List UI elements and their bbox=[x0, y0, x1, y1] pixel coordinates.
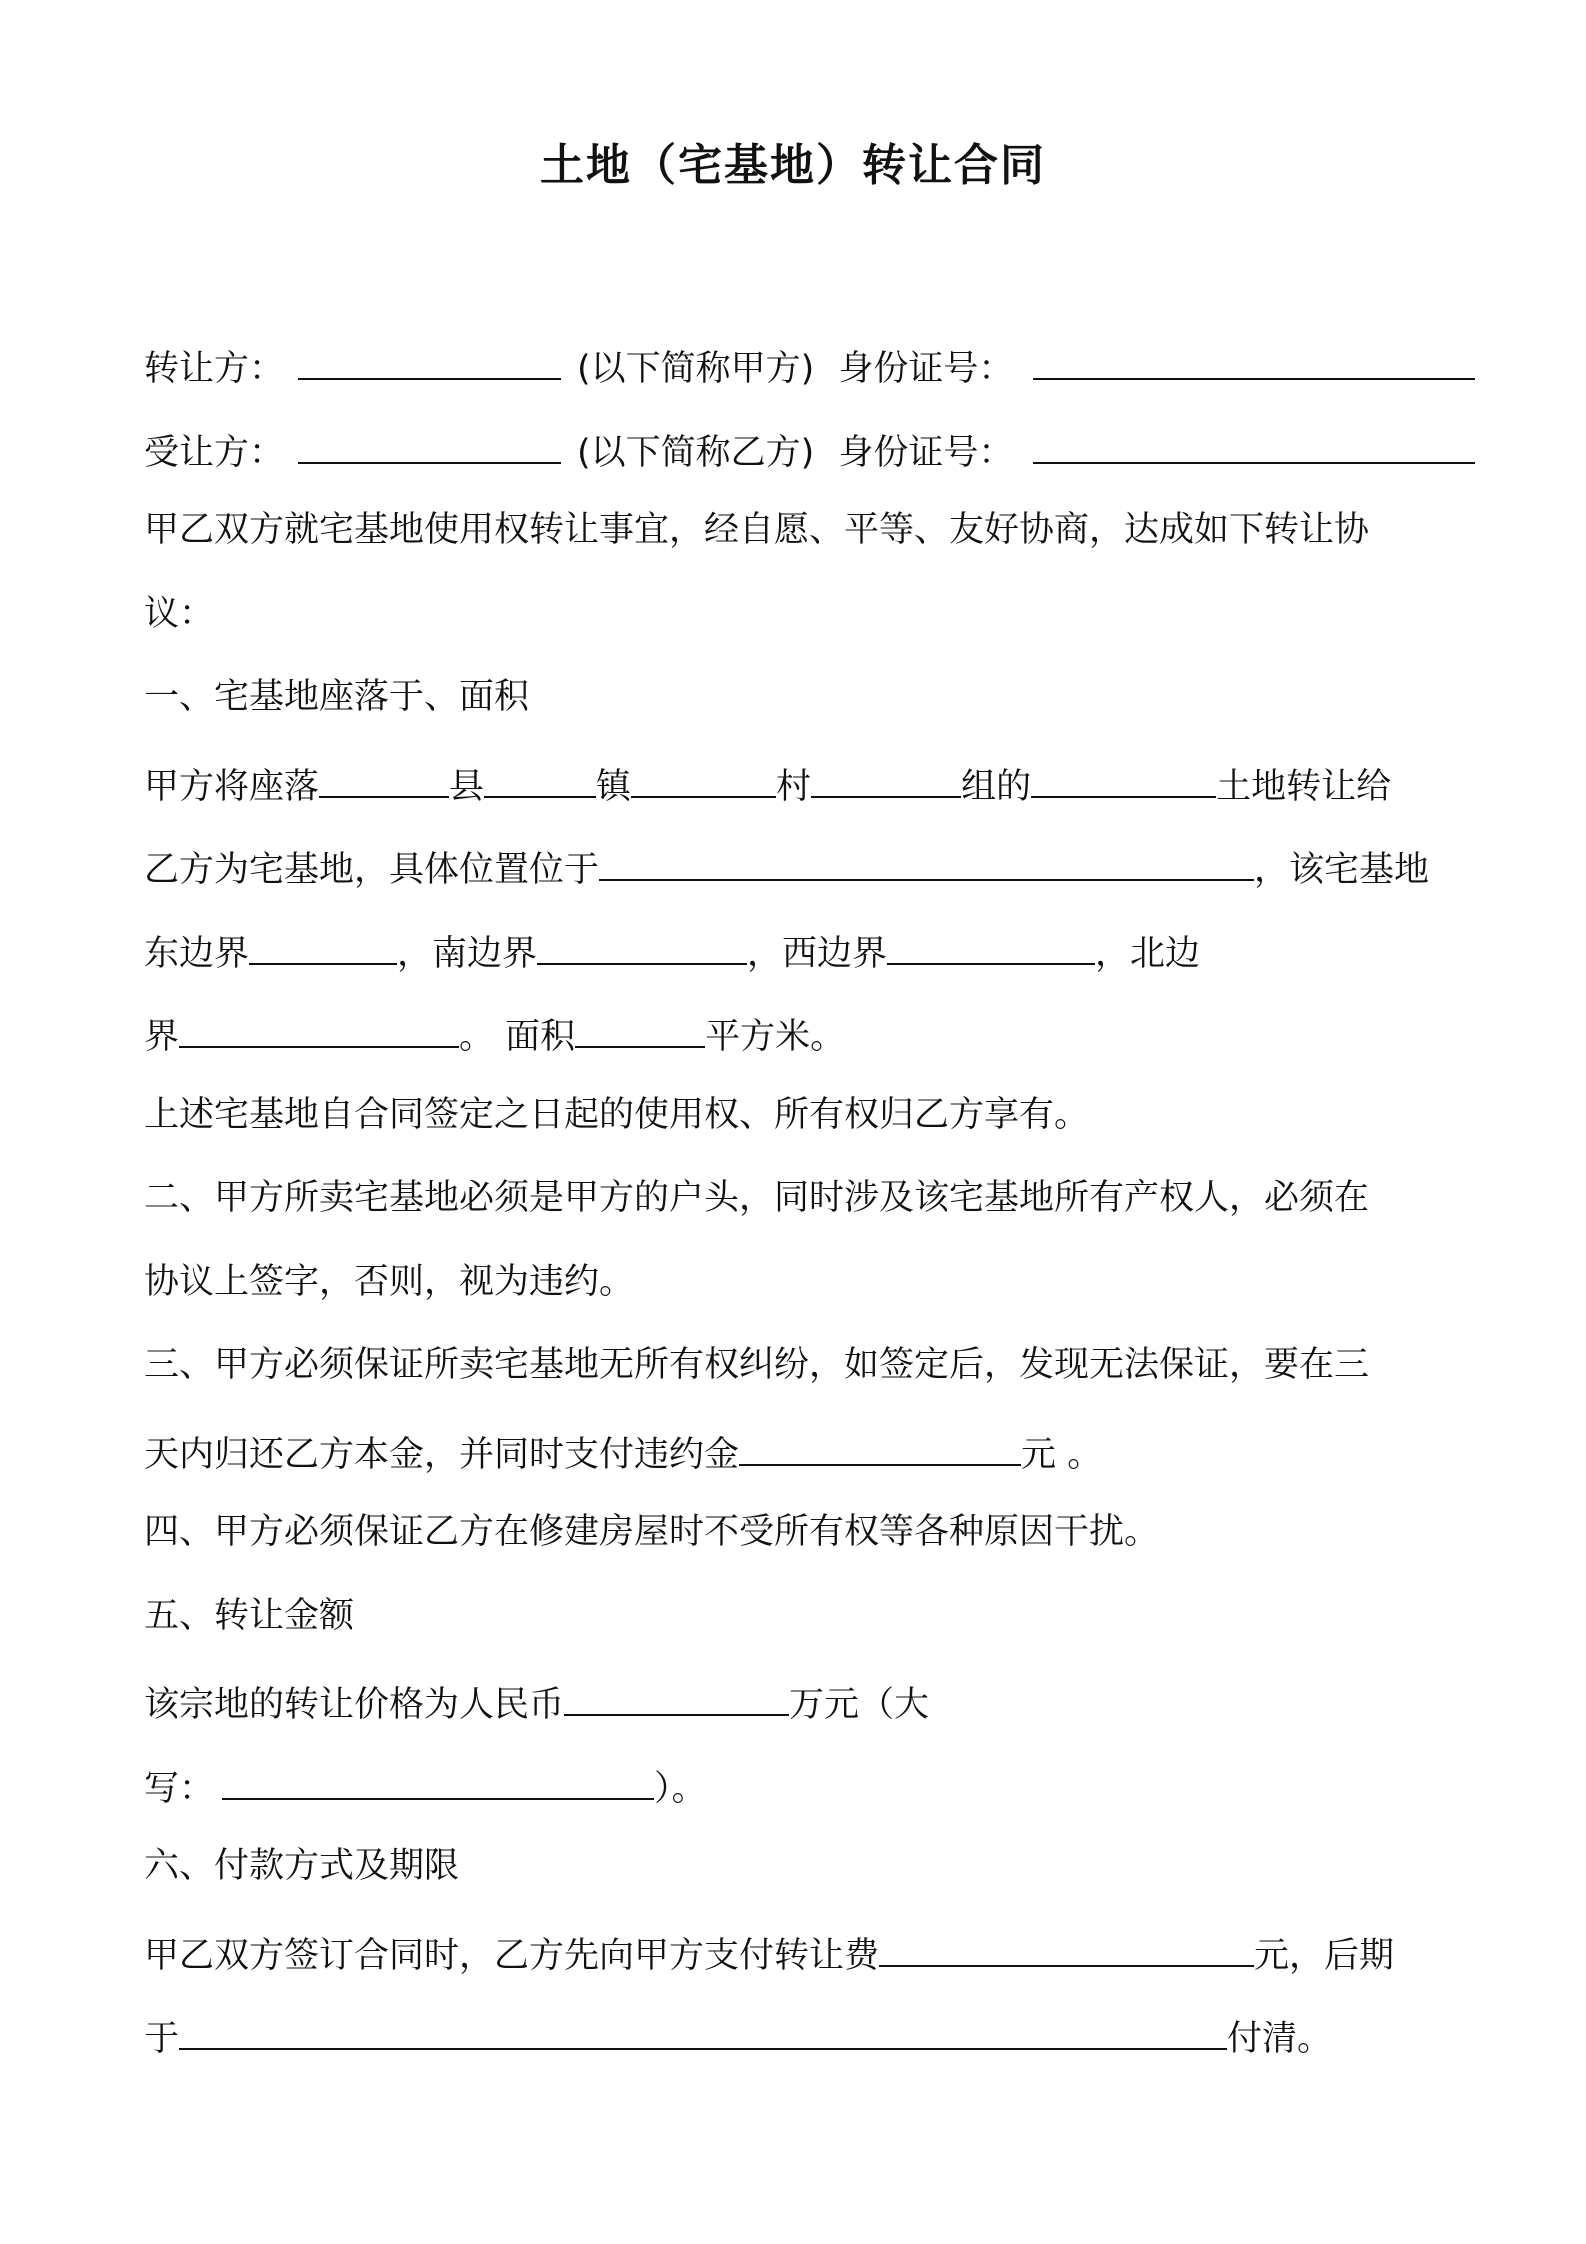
penalty-unit: 元 。 bbox=[1021, 1435, 1103, 1475]
payment-text: 甲乙双方签订合同时，乙方先向甲方支付转让费 bbox=[144, 1936, 880, 1976]
penalty-blank[interactable] bbox=[739, 1422, 1021, 1466]
party-a-id-label: 身份证号： bbox=[838, 349, 1014, 389]
section-1-position-line bbox=[144, 837, 1474, 891]
payment-unit: 元，后期 bbox=[1254, 1936, 1395, 1976]
position-text: 乙方为宅基地，具体位置位于 bbox=[144, 850, 600, 890]
document-title: 土地（宅基地）转让合同 bbox=[540, 140, 1046, 191]
price-unit: 万元（大 bbox=[789, 1685, 930, 1725]
north-boundary-blank[interactable] bbox=[179, 1004, 459, 1048]
section-6-payment-line bbox=[144, 1923, 1474, 1977]
area-blank[interactable] bbox=[575, 1004, 705, 1048]
area-unit: 平方米。 bbox=[705, 1017, 846, 1057]
uppercase-label: 写： bbox=[144, 1769, 215, 1809]
party-b-name-blank[interactable] bbox=[298, 420, 561, 464]
party-b-note: (以下简称乙方) bbox=[577, 433, 815, 473]
east-boundary-blank[interactable] bbox=[249, 921, 397, 965]
county-label: 县 bbox=[449, 767, 485, 807]
land-blank[interactable] bbox=[1031, 754, 1216, 798]
position-suffix: ，该宅基地 bbox=[1254, 850, 1430, 890]
intro-line-1: 甲乙双方就宅基地使用权转让事宜，经自愿、平等、友好协商，达成如下转让协 bbox=[144, 510, 1370, 550]
party-a-id-blank[interactable] bbox=[1033, 336, 1475, 380]
party-b-id-blank[interactable] bbox=[1033, 420, 1475, 464]
town-blank[interactable] bbox=[484, 754, 596, 798]
south-boundary-blank[interactable] bbox=[537, 921, 747, 965]
intro-line-2: 议： bbox=[144, 594, 215, 634]
town-label: 镇 bbox=[596, 767, 632, 807]
section-5-heading: 五、转让金额 bbox=[144, 1596, 355, 1636]
penalty-text: 天内归还乙方本金，并同时支付违约金 bbox=[144, 1435, 740, 1475]
south-boundary-label: ，南边界 bbox=[397, 934, 538, 974]
west-boundary-label: ，西边界 bbox=[747, 934, 888, 974]
section-6-heading: 六、付款方式及期限 bbox=[144, 1846, 460, 1886]
north-boundary-label: ，北边 bbox=[1095, 934, 1201, 974]
deadline-blank[interactable] bbox=[179, 2006, 1227, 2050]
party-b-line bbox=[144, 420, 1474, 474]
price-blank[interactable] bbox=[564, 1672, 789, 1716]
party-b-label: 受让方： bbox=[144, 433, 285, 473]
west-boundary-blank[interactable] bbox=[887, 921, 1095, 965]
area-label: 。 面积 bbox=[459, 1017, 576, 1057]
county-blank[interactable] bbox=[319, 754, 449, 798]
section-5-uppercase-line bbox=[144, 1756, 1474, 1810]
party-a-line bbox=[144, 336, 1474, 390]
party-b-id-label: 身份证号： bbox=[838, 433, 1014, 473]
section-3-line-2 bbox=[144, 1422, 1474, 1476]
uppercase-suffix: ）。 bbox=[654, 1769, 707, 1809]
location-text: 甲方将座落 bbox=[144, 767, 320, 807]
east-boundary-label: 东边界 bbox=[144, 934, 250, 974]
section-1-boundary-line bbox=[144, 921, 1474, 975]
group-label: 组的 bbox=[961, 767, 1032, 807]
land-transfer-text: 土地转让给 bbox=[1216, 767, 1392, 807]
village-label: 村 bbox=[776, 767, 812, 807]
north-boundary-label-end: 界 bbox=[144, 1017, 180, 1057]
party-a-note: (以下简称甲方) bbox=[577, 349, 815, 389]
party-a-name-blank[interactable] bbox=[298, 336, 561, 380]
deadline-suffix: 付清。 bbox=[1227, 2019, 1333, 2059]
section-1-heading: 一、宅基地座落于、面积 bbox=[144, 677, 530, 717]
uppercase-amount-blank[interactable] bbox=[222, 1756, 654, 1800]
section-6-deadline-line bbox=[144, 2006, 1474, 2060]
section-2-line-2: 协议上签字，否则，视为违约。 bbox=[144, 1262, 635, 1302]
group-blank[interactable] bbox=[811, 754, 961, 798]
price-text: 该宗地的转让价格为人民币 bbox=[144, 1685, 565, 1725]
section-3-line-1: 三、甲方必须保证所卖宅基地无所有权纠纷，如签定后，发现无法保证，要在三 bbox=[144, 1345, 1370, 1385]
position-blank[interactable] bbox=[599, 837, 1254, 881]
first-payment-blank[interactable] bbox=[879, 1923, 1254, 1967]
section-1-rights-line: 上述宅基地自合同签定之日起的使用权、所有权归乙方享有。 bbox=[144, 1095, 1090, 1135]
section-4-line: 四、甲方必须保证乙方在修建房屋时不受所有权等各种原因干扰。 bbox=[144, 1512, 1160, 1552]
village-blank[interactable] bbox=[631, 754, 776, 798]
section-5-price-line bbox=[144, 1672, 1474, 1726]
deadline-label: 于 bbox=[144, 2019, 180, 2059]
section-1-area-line bbox=[144, 1004, 1474, 1058]
section-2-line-1: 二、甲方所卖宅基地必须是甲方的户头，同时涉及该宅基地所有产权人，必须在 bbox=[144, 1178, 1370, 1218]
party-a-label: 转让方： bbox=[144, 349, 285, 389]
section-1-location-line bbox=[144, 754, 1474, 808]
